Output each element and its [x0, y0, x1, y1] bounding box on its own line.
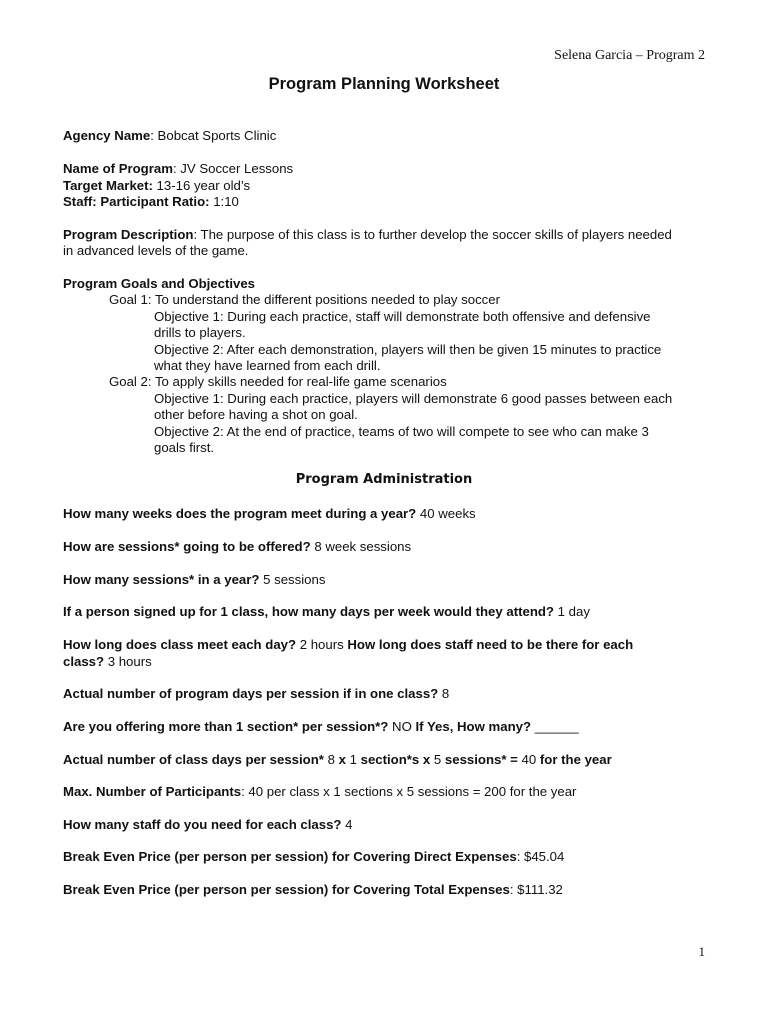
- staff-time-line: [63, 654, 152, 670]
- actual-days-line: [63, 686, 449, 702]
- agency-label: Agency Name: [63, 128, 151, 143]
- staff-time-question-1: How long does staff need to be there for each: [347, 637, 634, 652]
- program-name-value: : JV Soccer Lessons: [172, 161, 294, 176]
- max-participants-label: Max. Number of Participants: [63, 784, 242, 799]
- sessions-answer: 8 week sessions: [310, 539, 412, 554]
- sessions-line: [63, 539, 411, 555]
- class-days-value-4: 40: [517, 752, 540, 767]
- how-many-question: If Yes, How many?: [415, 719, 532, 734]
- agency-line: [63, 128, 276, 144]
- weeks-answer: 40 weeks: [416, 506, 476, 521]
- weeks-line: [63, 506, 476, 522]
- days-per-week-line: [63, 604, 590, 620]
- description-line-2: in advanced levels of the game.: [63, 243, 249, 258]
- break-even-total-line: [63, 882, 563, 898]
- break-even-direct-line: [63, 849, 564, 865]
- session-count-line: [63, 572, 325, 588]
- more-sections-line: [63, 719, 579, 735]
- how-many-blank: ______: [531, 719, 579, 734]
- ratio-line: [63, 194, 239, 210]
- administration-heading: Program Administration: [295, 472, 473, 487]
- class-days-line: [63, 752, 612, 768]
- actual-days-answer: 8: [438, 686, 450, 701]
- target-market-label: Target Market:: [63, 178, 153, 193]
- break-even-direct-value: : $45.04: [516, 849, 565, 864]
- goal-1-objective-1-line-1: Objective 1: During each practice, staff will demonstrate both offensive and defensive: [154, 309, 651, 324]
- staff-count-line: [63, 817, 352, 833]
- goal-2: Goal 2: To apply skills needed for real-life game scenarios: [109, 374, 447, 389]
- goal-2-objective-2-line-1: Objective 2: At the end of practice, teams of two will compete to see who can make 3: [154, 424, 649, 439]
- goal-1: Goal 1: To understand the different positions needed to play soccer: [109, 292, 500, 307]
- max-participants-value: : 40 per class x 1 sections x 5 sessions = 200 for the year: [241, 784, 577, 799]
- staff-time-answer: 3 hours: [104, 654, 152, 669]
- description-text-1: : The purpose of this class is to further develop the soccer skills of players needed: [193, 227, 672, 242]
- session-count-answer: 5 sessions: [259, 572, 326, 587]
- class-length-answer: 2 hours: [296, 637, 348, 652]
- class-length-line: [63, 637, 633, 653]
- max-participants-line: [63, 784, 576, 800]
- days-per-week-answer: 1 day: [553, 604, 590, 619]
- class-days-question: Actual number of class days per session*: [63, 752, 324, 767]
- ratio-value: 1:10: [209, 194, 239, 209]
- class-days-value-2: 1: [345, 752, 361, 767]
- sessions-equals: sessions* =: [444, 752, 518, 767]
- sessions-question: How are sessions* going to be offered?: [63, 539, 311, 554]
- description-line-1: [63, 227, 672, 243]
- weeks-question: How many weeks does the program meet during a year?: [63, 506, 417, 521]
- program-name-line: [63, 161, 293, 177]
- class-days-value-3: 5: [430, 752, 445, 767]
- goal-2-objective-1-line-1: Objective 1: During each practice, players will demonstrate 6 good passes between each: [154, 391, 673, 406]
- multiply-sign: x: [338, 752, 346, 767]
- class-length-question: How long does class meet each day?: [63, 637, 297, 652]
- break-even-total-label: Break Even Price (per person per session) for Covering Total Expenses: [63, 882, 510, 897]
- break-even-direct-label: Break Even Price (per person per session) for Covering Direct Expenses: [63, 849, 517, 864]
- goal-2-objective-2-line-2: goals first.: [154, 440, 215, 455]
- days-per-week-question: If a person signed up for 1 class, how many days per week would they attend?: [63, 604, 554, 619]
- page-number: 1: [698, 944, 705, 959]
- goal-1-objective-2-line-1: Objective 2: After each demonstration, players will then be given 15 minutes to practice: [154, 342, 662, 357]
- goals-heading: Program Goals and Objectives: [63, 276, 256, 291]
- program-name-label: Name of Program: [63, 161, 173, 176]
- more-sections-answer: NO: [388, 719, 416, 734]
- goal-2-objective-1-line-2: other before having a shot on goal.: [154, 407, 358, 422]
- session-count-question: How many sessions* in a year?: [63, 572, 260, 587]
- goal-1-objective-2-line-2: what they have learned from each drill.: [154, 358, 381, 373]
- actual-days-question: Actual number of program days per session if in one class?: [63, 686, 439, 701]
- header-author-program: Selena Garcia – Program 2: [554, 48, 705, 63]
- for-the-year: for the year: [539, 752, 612, 767]
- goal-1-objective-1-line-2: drills to players.: [154, 325, 246, 340]
- staff-count-question: How many staff do you need for each class?: [63, 817, 342, 832]
- class-days-value-1: 8: [323, 752, 339, 767]
- staff-time-question-2: class?: [63, 654, 105, 669]
- target-market-value: 13-16 year old’s: [152, 178, 251, 193]
- page-title: Program Planning Worksheet: [268, 75, 500, 93]
- description-label: Program Description: [63, 227, 194, 242]
- staff-count-answer: 4: [341, 817, 353, 832]
- more-sections-question: Are you offering more than 1 section* per session*?: [63, 719, 389, 734]
- agency-value: : Bobcat Sports Clinic: [150, 128, 277, 143]
- sections-label: section*s x: [360, 752, 431, 767]
- break-even-total-value: : $111.32: [509, 882, 563, 897]
- ratio-label: Staff: Participant Ratio:: [63, 194, 210, 209]
- target-market-line: [63, 178, 250, 194]
